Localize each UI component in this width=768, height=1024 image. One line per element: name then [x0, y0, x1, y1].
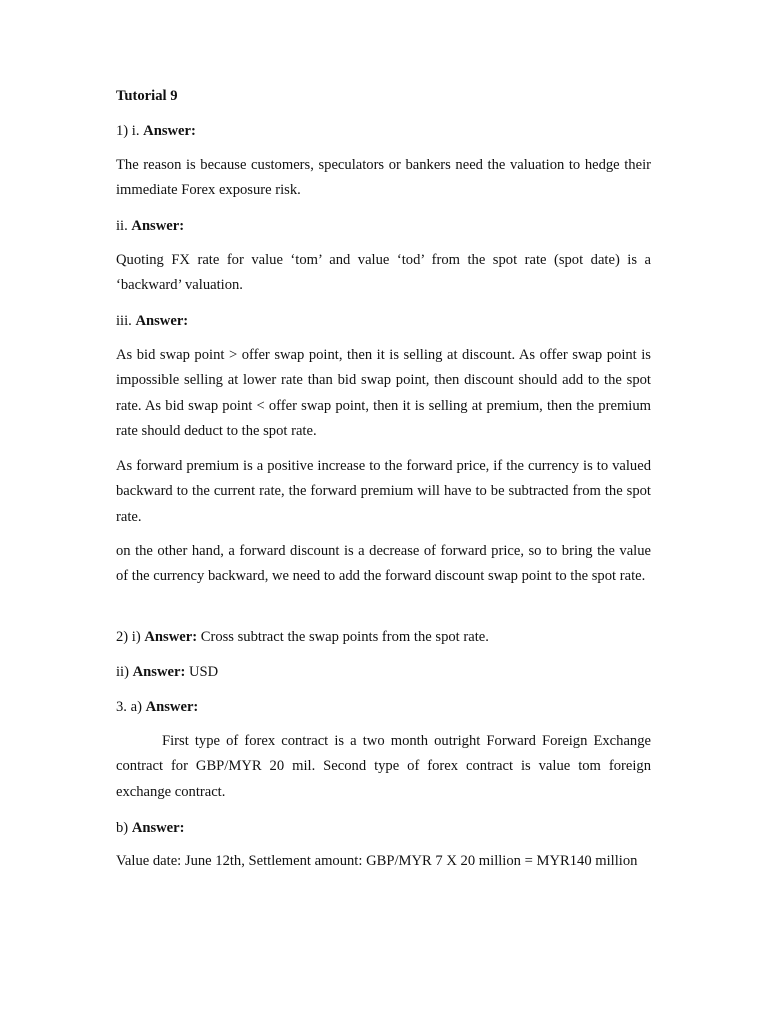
q3-a-label: 3. a)	[116, 699, 146, 715]
q2-ii-line	[116, 662, 651, 682]
q2-ii-label: ii)	[116, 664, 133, 680]
q1-i-answer-label: Answer:	[143, 123, 196, 139]
q3-a-answer-label: Answer:	[145, 699, 199, 715]
q3-b-answer-label: Answer:	[131, 820, 185, 836]
title-text: Tutorial 9	[116, 88, 178, 104]
q1-iii-heading	[116, 311, 651, 331]
q2-i-label: 2) i)	[116, 629, 145, 645]
q1-ii-answer-label: Answer:	[131, 218, 185, 234]
q3-b-label: b)	[116, 820, 132, 836]
q3-b-heading	[116, 818, 651, 838]
q3-b-text: Value date: June 12th, Settlement amount: GBP/MYR 7 X 20 million = MYR140 million	[116, 853, 638, 869]
q1-i-label: 1) i.	[116, 123, 144, 139]
q1-ii-text: Quoting FX rate for value ‘tom’ and value ‘tod’ from the spot rate (spot date) is a ‘backward’ valuation.	[116, 252, 651, 294]
q1-iii-paragraph-2: As forward premium is a positive increase to the forward price, if the currency is to valued backward to the current rate, the forward premium will have to be subtracted from the spot rate.	[116, 458, 651, 525]
q1-iii-label: iii.	[116, 313, 136, 329]
q2-ii-answer-label: Answer:	[132, 664, 186, 680]
q2-i-text: Cross subtract the swap points from the spot rate.	[197, 629, 489, 645]
q1-ii-heading	[116, 216, 651, 236]
q2-i-answer-label: Answer:	[144, 629, 198, 645]
q1-ii-label: ii.	[116, 218, 132, 234]
q1-i-text: The reason is because customers, speculators or bankers need the valuation to hedge their immediate Forex exposure risk.	[116, 157, 651, 199]
q2-i-line	[116, 627, 651, 647]
q2-ii-text: USD	[185, 664, 219, 680]
q3-a-heading	[116, 697, 651, 717]
q3-a-text: First type of forex contract is a two month outright Forward Foreign Exchange contract for GBP/MYR 20 mil. Second type of forex contract is value tom foreign exchange contract.	[116, 733, 651, 800]
q1-iii-paragraph-1: As bid swap point > offer swap point, then it is selling at discount. As offer swap point is impossible selling at lower rate than bid swap point, then discount should add to the spot rate. As bid swap point < offer swap point, then it is selling at premium, then the premium rate should deduct to the spot rate.	[116, 347, 651, 440]
q1-i-heading	[116, 121, 651, 141]
q1-iii-paragraph-3: on the other hand, a forward discount is a decrease of forward price, so to bring the value of the currency backward, we need to add the forward discount swap point to the spot rate.	[116, 543, 651, 585]
document-title	[116, 86, 651, 106]
q1-iii-answer-label: Answer:	[135, 313, 189, 329]
